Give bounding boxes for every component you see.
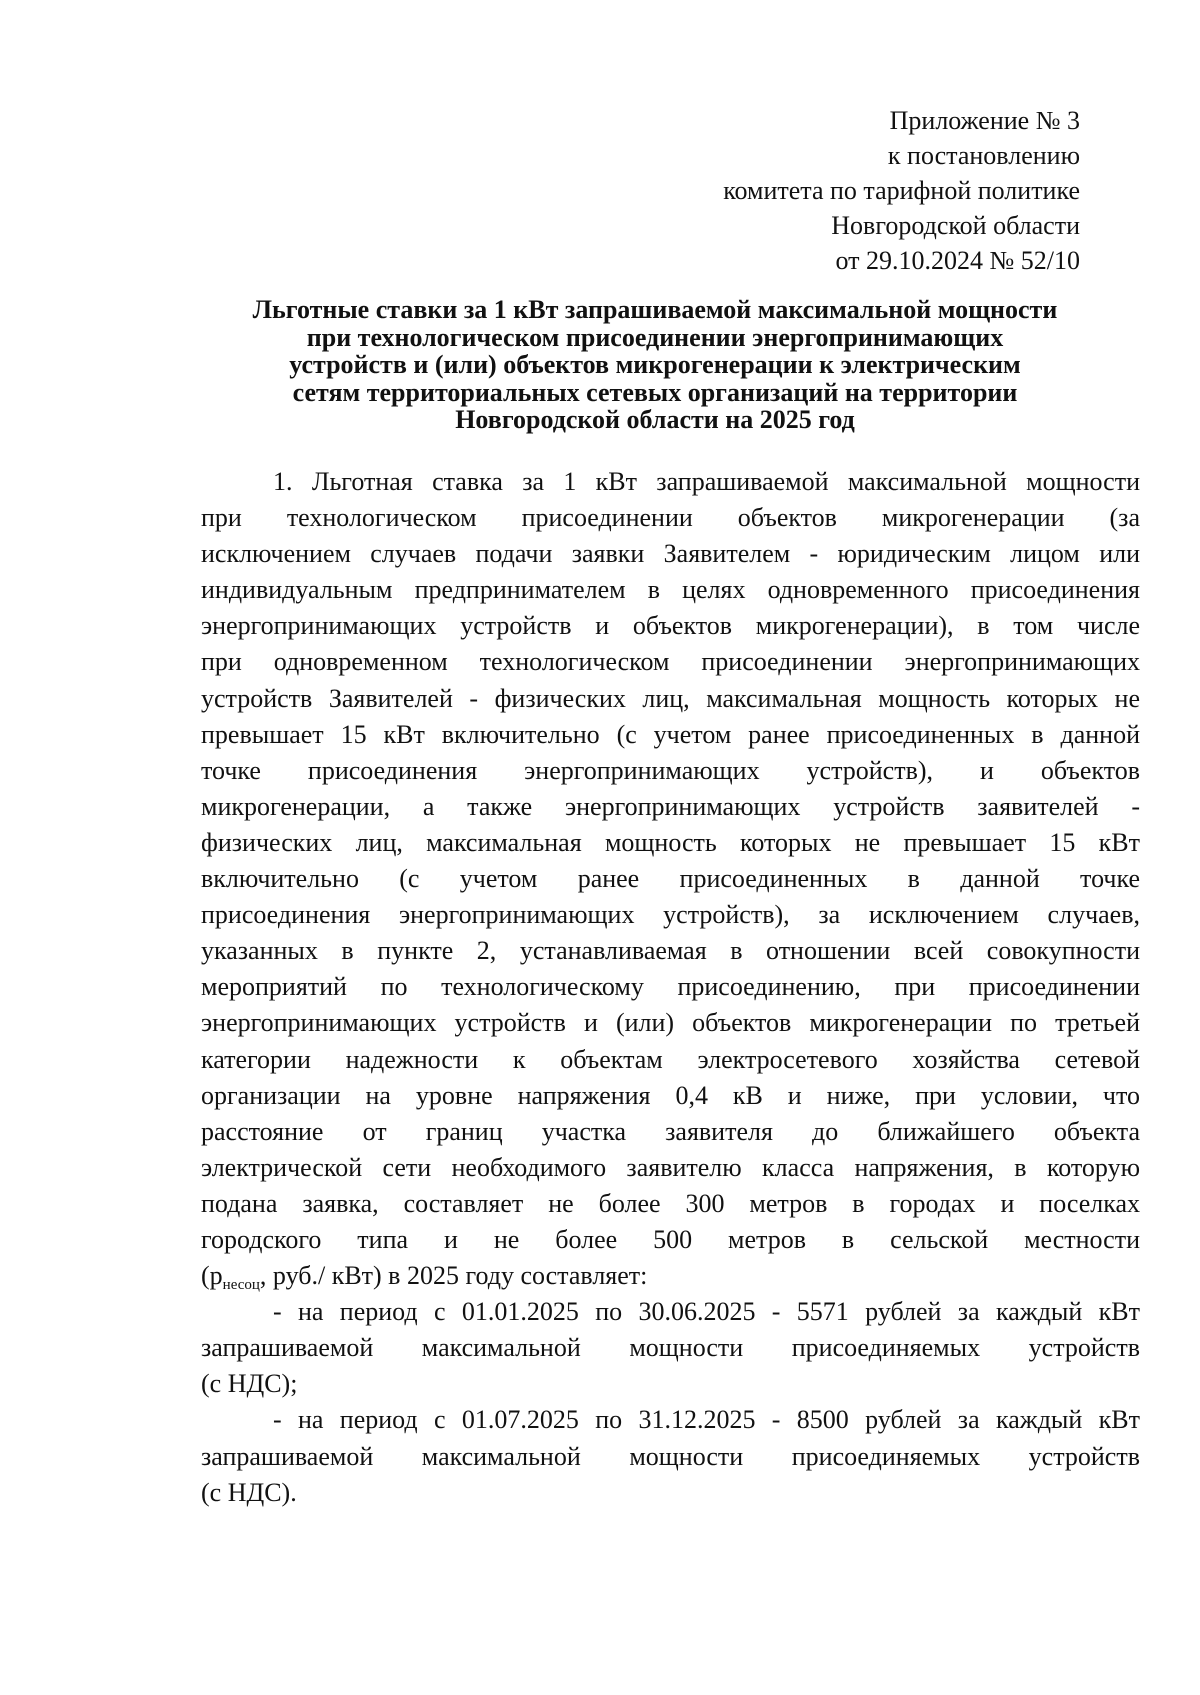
title-line: сетям территориальных сетевых организаций на территории (292, 377, 1018, 407)
body-line: мероприятий по технологическому присоединению, при присоединении (201, 972, 1140, 1002)
body-line: организации на уровне напряжения 0,4 кВ и ниже, при условии, что (201, 1080, 1140, 1110)
body-line: энергопринимающих устройств и объектов микрогенерации), в том числе (201, 611, 1140, 641)
body-line: энергопринимающих устройств и (или) объектов микрогенерации по третьей (201, 1008, 1140, 1038)
title-line: устройств и (или) объектов микрогенерации к электрическим (289, 350, 1021, 379)
body-line: категории надежности к объектам электросетевого хозяйства сетевой (201, 1044, 1140, 1074)
body-line: - на период с 01.01.2025 по 30.06.2025 - 5571 рублей за каждый кВт (273, 1297, 1140, 1327)
body-line: (с НДС); (201, 1369, 298, 1399)
body-line: точке присоединения энергопринимающих устройств), и объектов (201, 755, 1140, 785)
body-line: расстояние от границ участка заявителя до ближайшего объекта (201, 1116, 1140, 1146)
appendix-line: Приложение № 3 (889, 106, 1080, 135)
body-line: электрической сети необходимого заявителю класса напряжения, в которую (201, 1152, 1140, 1182)
formula-line (201, 1258, 1140, 1294)
body-line: устройств Заявителей - физических лиц, максимальная мощность которых не (201, 683, 1140, 713)
body-line: физических лиц, максимальная мощность которых не превышает 15 кВт (201, 827, 1140, 857)
body-line: запрашиваемой максимальной мощности присоединяемых устройств (201, 1441, 1140, 1471)
body-line: превышает 15 кВт включительно (с учетом ранее присоединенных в данной (201, 719, 1140, 749)
body-line: микрогенерации, а также энергопринимающих устройств заявителей - (201, 791, 1140, 821)
body-line: включительно (с учетом ранее присоединенных в данной точке (201, 864, 1140, 894)
body-line: (с НДС). (201, 1477, 297, 1507)
formula-open: (р (201, 1261, 223, 1291)
appendix-header (723, 103, 1080, 278)
rate-item-2 (201, 1402, 1140, 1510)
rate-item-1 (201, 1294, 1140, 1402)
appendix-line: Новгородской области (831, 211, 1080, 240)
formula-subscript: несоц (222, 1277, 260, 1294)
title-line: Новгородской области на 2025 год (455, 405, 855, 434)
body-line: индивидуальным предпринимателем в целях одновременного присоединения (201, 575, 1140, 605)
body-line: подана заявка, составляет не более 300 метров в городах и поселках (201, 1188, 1140, 1218)
paragraph-1 (201, 464, 1140, 1294)
body-line: 1. Льготная ставка за 1 кВт запрашиваемой максимальной мощности (273, 467, 1140, 496)
title-line: Льготные ставки за 1 кВт запрашиваемой максимальной мощности (252, 295, 1058, 324)
formula-rest: , руб./ кВт) в 2025 году составляет: (259, 1261, 648, 1291)
body-line: при технологическом присоединении объектов микрогенерации (за (201, 503, 1140, 533)
appendix-line: комитета по тарифной политике (723, 176, 1080, 205)
title-line: при технологическом присоединении энергопринимающих (306, 322, 1004, 352)
body-line: - на период с 01.07.2025 по 31.12.2025 - 8500 рублей за каждый кВт (273, 1405, 1140, 1435)
document-title (200, 296, 1110, 434)
body-line: присоединения энергопринимающих устройств), за исключением случаев, (201, 900, 1140, 930)
appendix-line: от 29.10.2024 № 52/10 (835, 246, 1080, 275)
body-line: указанных в пункте 2, устанавливаемая в отношении всей совокупности (201, 936, 1140, 966)
appendix-line: к постановлению (887, 141, 1080, 170)
body-line: запрашиваемой максимальной мощности присоединяемых устройств (201, 1333, 1140, 1363)
body-line: исключением случаев подачи заявки Заявителем - юридическим лицом или (201, 539, 1140, 569)
body-line: при одновременном технологическом присоединении энергопринимающих (201, 647, 1140, 677)
body-line: городского типа и не более 500 метров в сельской местности (201, 1224, 1140, 1254)
document-body (201, 464, 1140, 1511)
